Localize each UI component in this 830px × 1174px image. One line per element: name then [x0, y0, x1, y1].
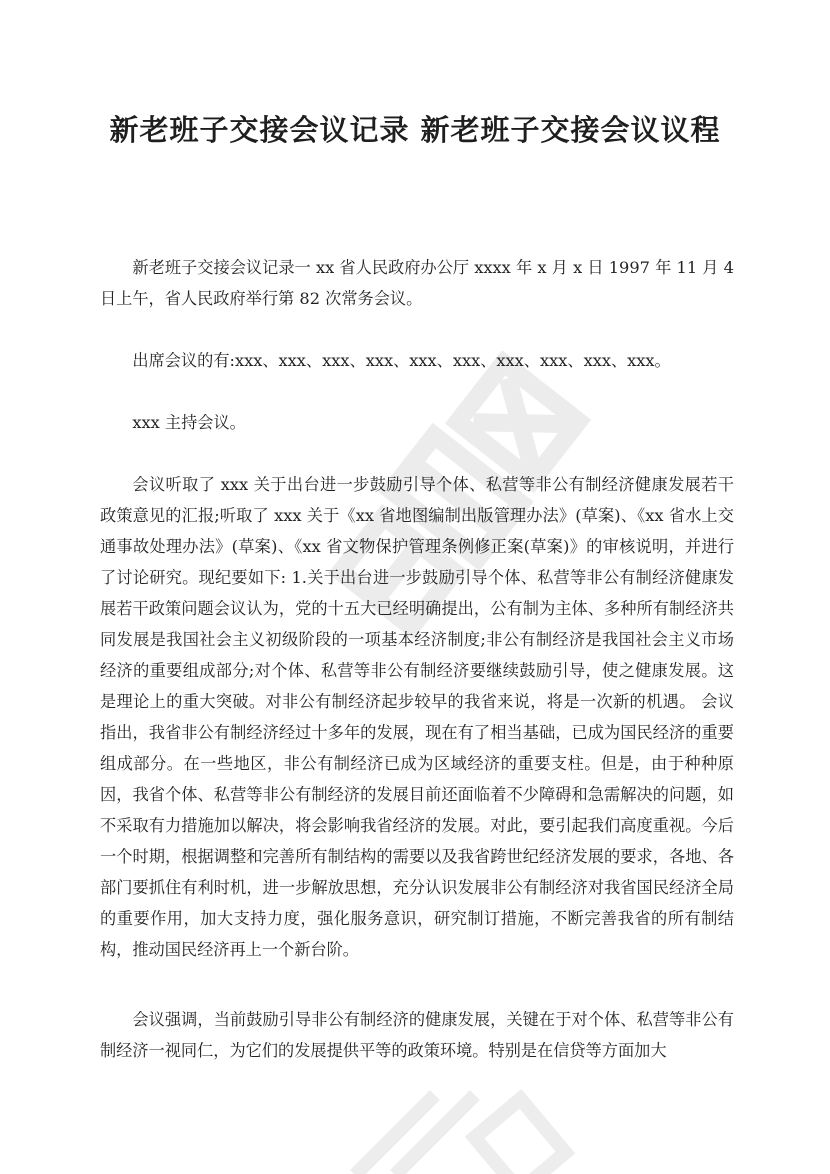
- paragraph-meeting-intro: 新老班子交接会议记录一 xx 省人民政府办公厅 xxxx 年 x 月 x 日 1997 年 11 月 4 日上午，省人民政府举行第 82 次常务会议。: [100, 258, 734, 308]
- paragraph-meeting-minutes: 会议听取了 xxx 关于出台进一步鼓励引导个体、私营等非公有制经济健康发展若干政策意见的汇报;听取了 xxx 关于《xx 省地图编制出版管理办法》(草案)、《xx 省水上交通事故处理办法》(草案)、《xx 省文物保护管理条例修正案(草案)》的审核说明，并进行了讨论研究。现纪要如下: 1.关于出台进一步鼓励引导个体、私营等非公有制经济健康发展若干政策问题会议认为，党的十五大已经明确提出，公有制为主体、多种所有制经济共同发展是我国社会主义初级阶段的一项基本经济制度;非公有制经济是我国社会主义市场经济的重要组成部分;对个体、私营等非公有制经济要继续鼓励引导，使之健康发展。这是理论上的重大突破。对非公有制经济起步较早的我省来说，将是一次新的机遇。 会议指出，我省非公有制经济经过十多年的发展，现在有了相当基础，已成为国民经济的重要组成部分。在一些地区，非公有制经济已成为区域经济的重要支柱。但是，由于种种原因，我省个体、私营等非公有制经济的发展目前还面临着不少障碍和急需解决的问题，如不采取有力措施加以解决，将会影响我省经济的发展。对此，要引起我们高度重视。今后一个时期，根据调整和完善所有制结构的需要以及我省跨世纪经济发展的要求，各地、各部门要抓住有利时机，进一步解放思想，充分认识发展非公有制经济对我省国民经济全局的重要作用，加大支持力度，强化服务意识，研究制订措施，不断完善我省的所有制结构，推动国民经济再上一个新台阶。: [100, 475, 734, 959]
- paragraph-host: xxx 主持会议。: [132, 413, 246, 432]
- document-body: [100, 252, 734, 1097]
- document-title: 新老班子交接会议记录 新老班子交接会议议程: [109, 113, 721, 147]
- paragraph-meeting-emphasis: 会议强调，当前鼓励引导非公有制经济的健康发展，关键在于对个体、私营等非公有制经济一视同仁，为它们的发展提供平等的政策环境。特别是在信贷等方面加大: [100, 1010, 734, 1060]
- paragraph-attendees: 出席会议的有:xxx、xxx、xxx、xxx、xxx、xxx、xxx、xxx、xxx、xxx。: [132, 351, 671, 370]
